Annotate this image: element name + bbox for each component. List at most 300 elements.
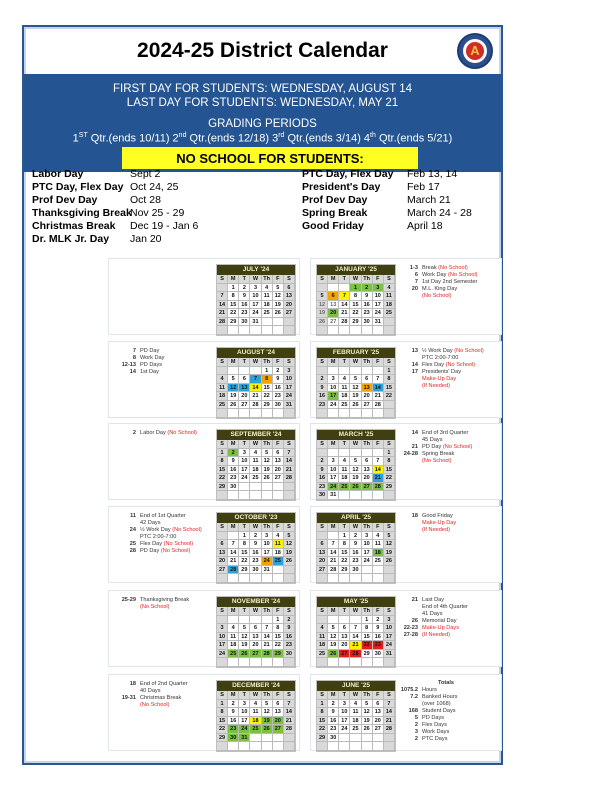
note-date: 21 bbox=[411, 444, 418, 450]
day-cell: 13 bbox=[217, 549, 228, 558]
day-cell: 13 bbox=[362, 466, 373, 475]
weekday-header: T bbox=[339, 607, 350, 616]
weekday-header: M bbox=[228, 691, 239, 700]
empty-day-cell bbox=[250, 326, 261, 335]
day-cell: 1 bbox=[217, 700, 228, 709]
holiday-label: Good Friday bbox=[302, 220, 364, 232]
day-cell: 7 bbox=[262, 624, 273, 633]
holiday-date: Dec 19 - Jan 6 bbox=[130, 220, 199, 232]
day-cell: 25 bbox=[317, 650, 328, 659]
day-cell: 26 bbox=[239, 650, 250, 659]
day-cell: 7 bbox=[250, 375, 261, 384]
day-cell: 14 bbox=[384, 708, 395, 717]
empty-day-cell bbox=[317, 532, 328, 541]
empty-day-cell bbox=[328, 658, 339, 667]
empty-day-cell bbox=[317, 326, 328, 335]
day-cell: 23 bbox=[228, 725, 239, 734]
weekday-header: T bbox=[339, 440, 350, 449]
note-text: Presidents' Day bbox=[422, 369, 461, 375]
day-cell: 6 bbox=[217, 540, 228, 549]
day-cell: 8 bbox=[317, 708, 328, 717]
totals-value: 168 bbox=[408, 708, 418, 714]
day-cell: 26 bbox=[262, 474, 273, 483]
empty-day-cell bbox=[217, 326, 228, 335]
empty-day-cell bbox=[284, 409, 295, 418]
day-cell: 20 bbox=[362, 474, 373, 483]
day-cell: 25 bbox=[350, 725, 361, 734]
day-cell: 12 bbox=[262, 457, 273, 466]
empty-day-cell bbox=[262, 318, 273, 327]
note-text: Labor Day (No School) bbox=[140, 430, 197, 436]
note-date: 14 bbox=[411, 362, 418, 368]
day-cell: 5 bbox=[284, 532, 295, 541]
day-cell: 16 bbox=[273, 384, 284, 393]
month-calendar-feb bbox=[316, 347, 396, 419]
day-cell: 2 bbox=[362, 284, 373, 293]
empty-day-cell bbox=[273, 574, 284, 583]
day-cell: 14 bbox=[328, 549, 339, 558]
empty-day-cell bbox=[284, 566, 295, 575]
totals-label: (over 1068) bbox=[422, 701, 451, 707]
totals-row bbox=[396, 715, 496, 722]
day-cell: 29 bbox=[273, 650, 284, 659]
day-cell: 14 bbox=[217, 301, 228, 310]
day-cell: 21 bbox=[339, 309, 350, 318]
note-text: 40 Days bbox=[140, 688, 161, 694]
no-school-heading: NO SCHOOL FOR STUDENTS: bbox=[122, 147, 418, 169]
note-text: 42 Days bbox=[140, 520, 161, 526]
day-cell: 18 bbox=[228, 641, 239, 650]
day-cell: 13 bbox=[284, 292, 295, 301]
day-cell: 8 bbox=[339, 540, 350, 549]
empty-day-cell bbox=[339, 409, 350, 418]
day-cell: 8 bbox=[262, 375, 273, 384]
day-cell: 31 bbox=[262, 566, 273, 575]
weekday-header: F bbox=[373, 275, 384, 284]
day-cell: 30 bbox=[373, 650, 384, 659]
weekday-header: S bbox=[317, 440, 328, 449]
day-cell: 26 bbox=[273, 309, 284, 318]
last-day-text: LAST DAY FOR STUDENTS: WEDNESDAY, MAY 21 bbox=[126, 97, 399, 109]
day-cell: 10 bbox=[239, 708, 250, 717]
empty-day-cell bbox=[284, 483, 295, 492]
day-cell: 31 bbox=[239, 734, 250, 743]
day-cell: 18 bbox=[339, 392, 350, 401]
day-cell: 5 bbox=[228, 375, 239, 384]
weekday-header: S bbox=[217, 691, 228, 700]
day-cell: 22 bbox=[228, 309, 239, 318]
day-cell: 17 bbox=[328, 474, 339, 483]
day-cell: 10 bbox=[262, 540, 273, 549]
weekday-header: M bbox=[328, 607, 339, 616]
empty-day-cell bbox=[250, 409, 261, 418]
empty-day-cell bbox=[362, 449, 373, 458]
day-cell: 11 bbox=[228, 633, 239, 642]
empty-day-cell bbox=[239, 616, 250, 625]
holiday-date: March 24 - 28 bbox=[407, 207, 472, 219]
empty-day-cell bbox=[350, 734, 361, 743]
day-cell: 5 bbox=[350, 457, 361, 466]
day-cell: 15 bbox=[228, 301, 239, 310]
empty-day-cell bbox=[217, 532, 228, 541]
weekday-header: M bbox=[328, 440, 339, 449]
holiday-label: Spring Break bbox=[302, 207, 368, 219]
day-cell: 18 bbox=[250, 466, 261, 475]
day-cell: 24 bbox=[328, 483, 339, 492]
empty-day-cell bbox=[273, 734, 284, 743]
day-cell: 14 bbox=[284, 708, 295, 717]
day-cell: 7 bbox=[373, 375, 384, 384]
totals-title: Totals bbox=[437, 680, 455, 686]
weekday-header: M bbox=[228, 523, 239, 532]
weekday-header: M bbox=[228, 275, 239, 284]
day-cell: 29 bbox=[217, 483, 228, 492]
day-cell: 19 bbox=[262, 466, 273, 475]
day-cell: 9 bbox=[350, 540, 361, 549]
day-cell: 13 bbox=[328, 301, 339, 310]
empty-day-cell bbox=[250, 491, 261, 500]
holiday-label: PTC Day, Flex Day bbox=[32, 181, 124, 193]
day-cell: 14 bbox=[373, 384, 384, 393]
weekday-header: W bbox=[250, 440, 261, 449]
day-cell: 1 bbox=[339, 532, 350, 541]
empty-day-cell bbox=[228, 616, 239, 625]
day-cell: 15 bbox=[339, 549, 350, 558]
day-cell: 19 bbox=[317, 309, 328, 318]
holiday-label: Prof Dev Day bbox=[32, 194, 98, 206]
day-cell: 23 bbox=[373, 641, 384, 650]
holiday-date: Oct 28 bbox=[130, 194, 161, 206]
day-cell: 27 bbox=[250, 650, 261, 659]
day-cell: 11 bbox=[339, 466, 350, 475]
day-cell: 6 bbox=[339, 624, 350, 633]
weekday-header: S bbox=[384, 275, 395, 284]
empty-day-cell bbox=[250, 367, 261, 376]
no-school-tag: (If Needed) bbox=[422, 632, 450, 638]
day-cell: 6 bbox=[373, 700, 384, 709]
day-cell: 28 bbox=[217, 318, 228, 327]
day-cell: 20 bbox=[239, 392, 250, 401]
day-cell: 29 bbox=[350, 318, 361, 327]
note-date: 6 bbox=[414, 272, 418, 278]
day-cell: 17 bbox=[339, 717, 350, 726]
empty-day-cell bbox=[350, 367, 361, 376]
day-cell: 25 bbox=[273, 557, 284, 566]
weekday-header: W bbox=[350, 275, 361, 284]
note-date: 27-28 bbox=[403, 632, 418, 638]
note-text bbox=[140, 604, 170, 611]
month-calendar-oct bbox=[216, 512, 296, 584]
weekday-header: W bbox=[250, 691, 261, 700]
day-cell: 6 bbox=[273, 449, 284, 458]
weekday-header: F bbox=[273, 275, 284, 284]
empty-day-cell bbox=[384, 566, 395, 575]
day-cell: 18 bbox=[350, 717, 361, 726]
note-text bbox=[422, 520, 456, 527]
empty-day-cell bbox=[262, 742, 273, 751]
month-calendar-jun bbox=[316, 680, 396, 752]
day-cell: 17 bbox=[262, 549, 273, 558]
day-cell: 3 bbox=[362, 532, 373, 541]
day-cell: 13 bbox=[273, 457, 284, 466]
day-cell: 7 bbox=[339, 292, 350, 301]
month-calendar-apr bbox=[316, 512, 396, 584]
day-cell: 4 bbox=[262, 284, 273, 293]
day-cell: 12 bbox=[284, 540, 295, 549]
day-cell: 4 bbox=[217, 375, 228, 384]
empty-day-cell bbox=[350, 449, 361, 458]
empty-day-cell bbox=[250, 658, 261, 667]
day-cell: 8 bbox=[217, 708, 228, 717]
day-cell: 31 bbox=[384, 650, 395, 659]
day-cell: 28 bbox=[384, 725, 395, 734]
day-cell: 17 bbox=[362, 549, 373, 558]
empty-day-cell bbox=[317, 742, 328, 751]
day-cell: 27 bbox=[362, 401, 373, 410]
day-cell: 13 bbox=[317, 549, 328, 558]
no-school-tag: (No School) bbox=[438, 265, 468, 271]
day-cell: 10 bbox=[339, 708, 350, 717]
empty-day-cell bbox=[273, 491, 284, 500]
day-cell: 14 bbox=[228, 549, 239, 558]
day-cell: 12 bbox=[239, 633, 250, 642]
day-cell: 19 bbox=[262, 717, 273, 726]
day-cell: 29 bbox=[239, 566, 250, 575]
day-cell: 16 bbox=[228, 717, 239, 726]
grading-periods-list: 1ST Qtr.(ends 10/11) 2nd Qtr.(ends 12/18) 3rd Qtr.(ends 3/14) 4th Qtr.(ends 5/21) bbox=[72, 132, 453, 145]
empty-day-cell bbox=[262, 409, 273, 418]
day-cell: 23 bbox=[284, 641, 295, 650]
day-cell: 4 bbox=[373, 532, 384, 541]
day-cell: 29 bbox=[217, 734, 228, 743]
empty-day-cell bbox=[373, 326, 384, 335]
day-cell: 10 bbox=[328, 466, 339, 475]
day-cell: 21 bbox=[373, 474, 384, 483]
note-text: End of 4th Quarter bbox=[422, 604, 469, 610]
month-calendar-sep bbox=[216, 429, 296, 501]
day-cell: 21 bbox=[217, 309, 228, 318]
day-cell: 29 bbox=[262, 401, 273, 410]
month-calendar-aug bbox=[216, 347, 296, 419]
totals-summary bbox=[396, 680, 496, 743]
weekday-header: Th bbox=[262, 440, 273, 449]
empty-day-cell bbox=[317, 616, 328, 625]
day-cell: 27 bbox=[239, 401, 250, 410]
month-title: JANUARY '25 bbox=[317, 265, 395, 275]
note-text: Good Friday bbox=[422, 513, 453, 519]
weekday-header: Th bbox=[262, 523, 273, 532]
day-cell: 8 bbox=[228, 292, 239, 301]
day-cell: 22 bbox=[317, 725, 328, 734]
weekday-header: T bbox=[239, 440, 250, 449]
day-cell: 23 bbox=[350, 557, 361, 566]
holiday-label: Thanksgiving Break bbox=[32, 207, 132, 219]
empty-day-cell bbox=[217, 616, 228, 625]
no-school-tag: (No School) bbox=[172, 527, 202, 533]
empty-day-cell bbox=[262, 326, 273, 335]
empty-day-cell bbox=[228, 367, 239, 376]
note-text: PD Day bbox=[140, 348, 160, 354]
title-row bbox=[24, 27, 501, 75]
empty-day-cell bbox=[339, 367, 350, 376]
day-cell: 28 bbox=[339, 318, 350, 327]
empty-day-cell bbox=[384, 326, 395, 335]
day-cell: 1 bbox=[362, 616, 373, 625]
note-text: PTC 2:00-7:00 bbox=[140, 534, 177, 540]
day-cell: 30 bbox=[350, 566, 361, 575]
holiday-date: Oct 24, 25 bbox=[130, 181, 179, 193]
empty-day-cell bbox=[284, 574, 295, 583]
empty-day-cell bbox=[284, 318, 295, 327]
day-cell: 18 bbox=[384, 301, 395, 310]
empty-day-cell bbox=[328, 326, 339, 335]
month-title: MAY '25 bbox=[317, 597, 395, 607]
totals-value: 2 bbox=[414, 722, 418, 728]
weekday-header: M bbox=[328, 523, 339, 532]
day-cell: 5 bbox=[328, 624, 339, 633]
weekday-header: F bbox=[273, 691, 284, 700]
weekday-header: S bbox=[284, 440, 295, 449]
day-cell: 7 bbox=[228, 540, 239, 549]
day-cell: 1 bbox=[350, 284, 361, 293]
empty-day-cell bbox=[250, 616, 261, 625]
empty-day-cell bbox=[228, 409, 239, 418]
day-cell: 20 bbox=[339, 641, 350, 650]
weekday-header: S bbox=[384, 607, 395, 616]
day-cell: 16 bbox=[239, 301, 250, 310]
empty-day-cell bbox=[284, 658, 295, 667]
weekday-header: Th bbox=[262, 275, 273, 284]
empty-day-cell bbox=[328, 742, 339, 751]
note-text bbox=[422, 293, 452, 300]
day-cell: 2 bbox=[228, 449, 239, 458]
day-cell: 12 bbox=[350, 384, 361, 393]
empty-day-cell bbox=[273, 318, 284, 327]
day-cell: 15 bbox=[239, 549, 250, 558]
totals-label: Flex Days bbox=[422, 722, 447, 728]
day-cell: 9 bbox=[273, 375, 284, 384]
day-cell: 10 bbox=[217, 633, 228, 642]
day-cell: 12 bbox=[362, 708, 373, 717]
weekday-header: S bbox=[284, 358, 295, 367]
weekday-header: F bbox=[373, 523, 384, 532]
day-cell: 30 bbox=[284, 650, 295, 659]
empty-day-cell bbox=[273, 409, 284, 418]
empty-day-cell bbox=[339, 326, 350, 335]
day-cell: 4 bbox=[350, 700, 361, 709]
empty-day-cell bbox=[339, 658, 350, 667]
totals-row bbox=[396, 722, 496, 729]
day-cell: 23 bbox=[362, 309, 373, 318]
note-text: End of 3rd Quarter bbox=[422, 430, 469, 436]
page-title: 2024-25 District Calendar bbox=[137, 39, 388, 62]
day-cell: 23 bbox=[328, 725, 339, 734]
day-cell: 8 bbox=[384, 375, 395, 384]
empty-day-cell bbox=[350, 658, 361, 667]
totals-row bbox=[396, 708, 496, 715]
day-cell: 10 bbox=[239, 457, 250, 466]
day-cell: 19 bbox=[239, 641, 250, 650]
day-cell: 11 bbox=[317, 633, 328, 642]
day-cell: 26 bbox=[284, 557, 295, 566]
day-cell: 21 bbox=[262, 641, 273, 650]
weekday-header: M bbox=[328, 358, 339, 367]
day-cell: 17 bbox=[328, 392, 339, 401]
empty-day-cell bbox=[217, 409, 228, 418]
day-cell: 19 bbox=[273, 301, 284, 310]
note-text: 45 Days bbox=[422, 437, 443, 443]
day-cell: 13 bbox=[373, 708, 384, 717]
note-text: Flex Day (No School) bbox=[422, 362, 476, 368]
totals-label: Hours bbox=[422, 687, 437, 693]
day-cell: 5 bbox=[317, 292, 328, 301]
day-cell: 2 bbox=[250, 532, 261, 541]
note-text: Work Day bbox=[140, 355, 165, 361]
weekday-header: W bbox=[250, 275, 261, 284]
weekday-header: F bbox=[373, 358, 384, 367]
weekday-header: S bbox=[217, 440, 228, 449]
day-cell: 10 bbox=[250, 292, 261, 301]
day-cell: 19 bbox=[328, 641, 339, 650]
empty-day-cell bbox=[362, 491, 373, 500]
empty-day-cell bbox=[228, 574, 239, 583]
note-text: Work Day (No School) bbox=[422, 272, 478, 278]
day-cell: 23 bbox=[273, 392, 284, 401]
weekday-header: T bbox=[239, 691, 250, 700]
day-cell: 7 bbox=[217, 292, 228, 301]
no-school-tag: (No School) bbox=[167, 430, 197, 436]
month-calendar-jul bbox=[216, 264, 296, 336]
day-cell: 14 bbox=[373, 466, 384, 475]
empty-day-cell bbox=[239, 742, 250, 751]
empty-day-cell bbox=[239, 574, 250, 583]
note-text: PD Day (No School) bbox=[422, 444, 473, 450]
day-cell: 23 bbox=[317, 483, 328, 492]
day-cell: 9 bbox=[317, 466, 328, 475]
note-text bbox=[422, 376, 456, 383]
day-cell: 27 bbox=[284, 309, 295, 318]
day-cell: 21 bbox=[350, 641, 361, 650]
day-cell: 15 bbox=[273, 633, 284, 642]
empty-day-cell bbox=[228, 532, 239, 541]
day-cell: 21 bbox=[284, 717, 295, 726]
no-school-tag: (No School) bbox=[445, 362, 476, 368]
day-cell: 23 bbox=[250, 557, 261, 566]
empty-day-cell bbox=[373, 367, 384, 376]
day-cell: 22 bbox=[262, 392, 273, 401]
day-cell: 7 bbox=[284, 700, 295, 709]
day-cell: 26 bbox=[384, 557, 395, 566]
day-cell: 27 bbox=[362, 483, 373, 492]
empty-day-cell bbox=[384, 574, 395, 583]
day-cell: 16 bbox=[362, 301, 373, 310]
empty-day-cell bbox=[317, 284, 328, 293]
note-date: 7 bbox=[414, 279, 418, 285]
day-cell: 12 bbox=[262, 708, 273, 717]
totals-value: 3 bbox=[414, 729, 418, 735]
holiday-date: Nov 25 - 29 bbox=[130, 207, 185, 219]
day-cell: 24 bbox=[284, 392, 295, 401]
day-cell: 24 bbox=[373, 309, 384, 318]
day-cell: 4 bbox=[228, 624, 239, 633]
month-calendar-nov bbox=[216, 596, 296, 668]
empty-day-cell bbox=[239, 483, 250, 492]
day-cell: 24 bbox=[339, 725, 350, 734]
day-cell: 24 bbox=[217, 650, 228, 659]
day-cell: 18 bbox=[373, 549, 384, 558]
day-cell: 11 bbox=[339, 384, 350, 393]
day-cell: 5 bbox=[350, 375, 361, 384]
